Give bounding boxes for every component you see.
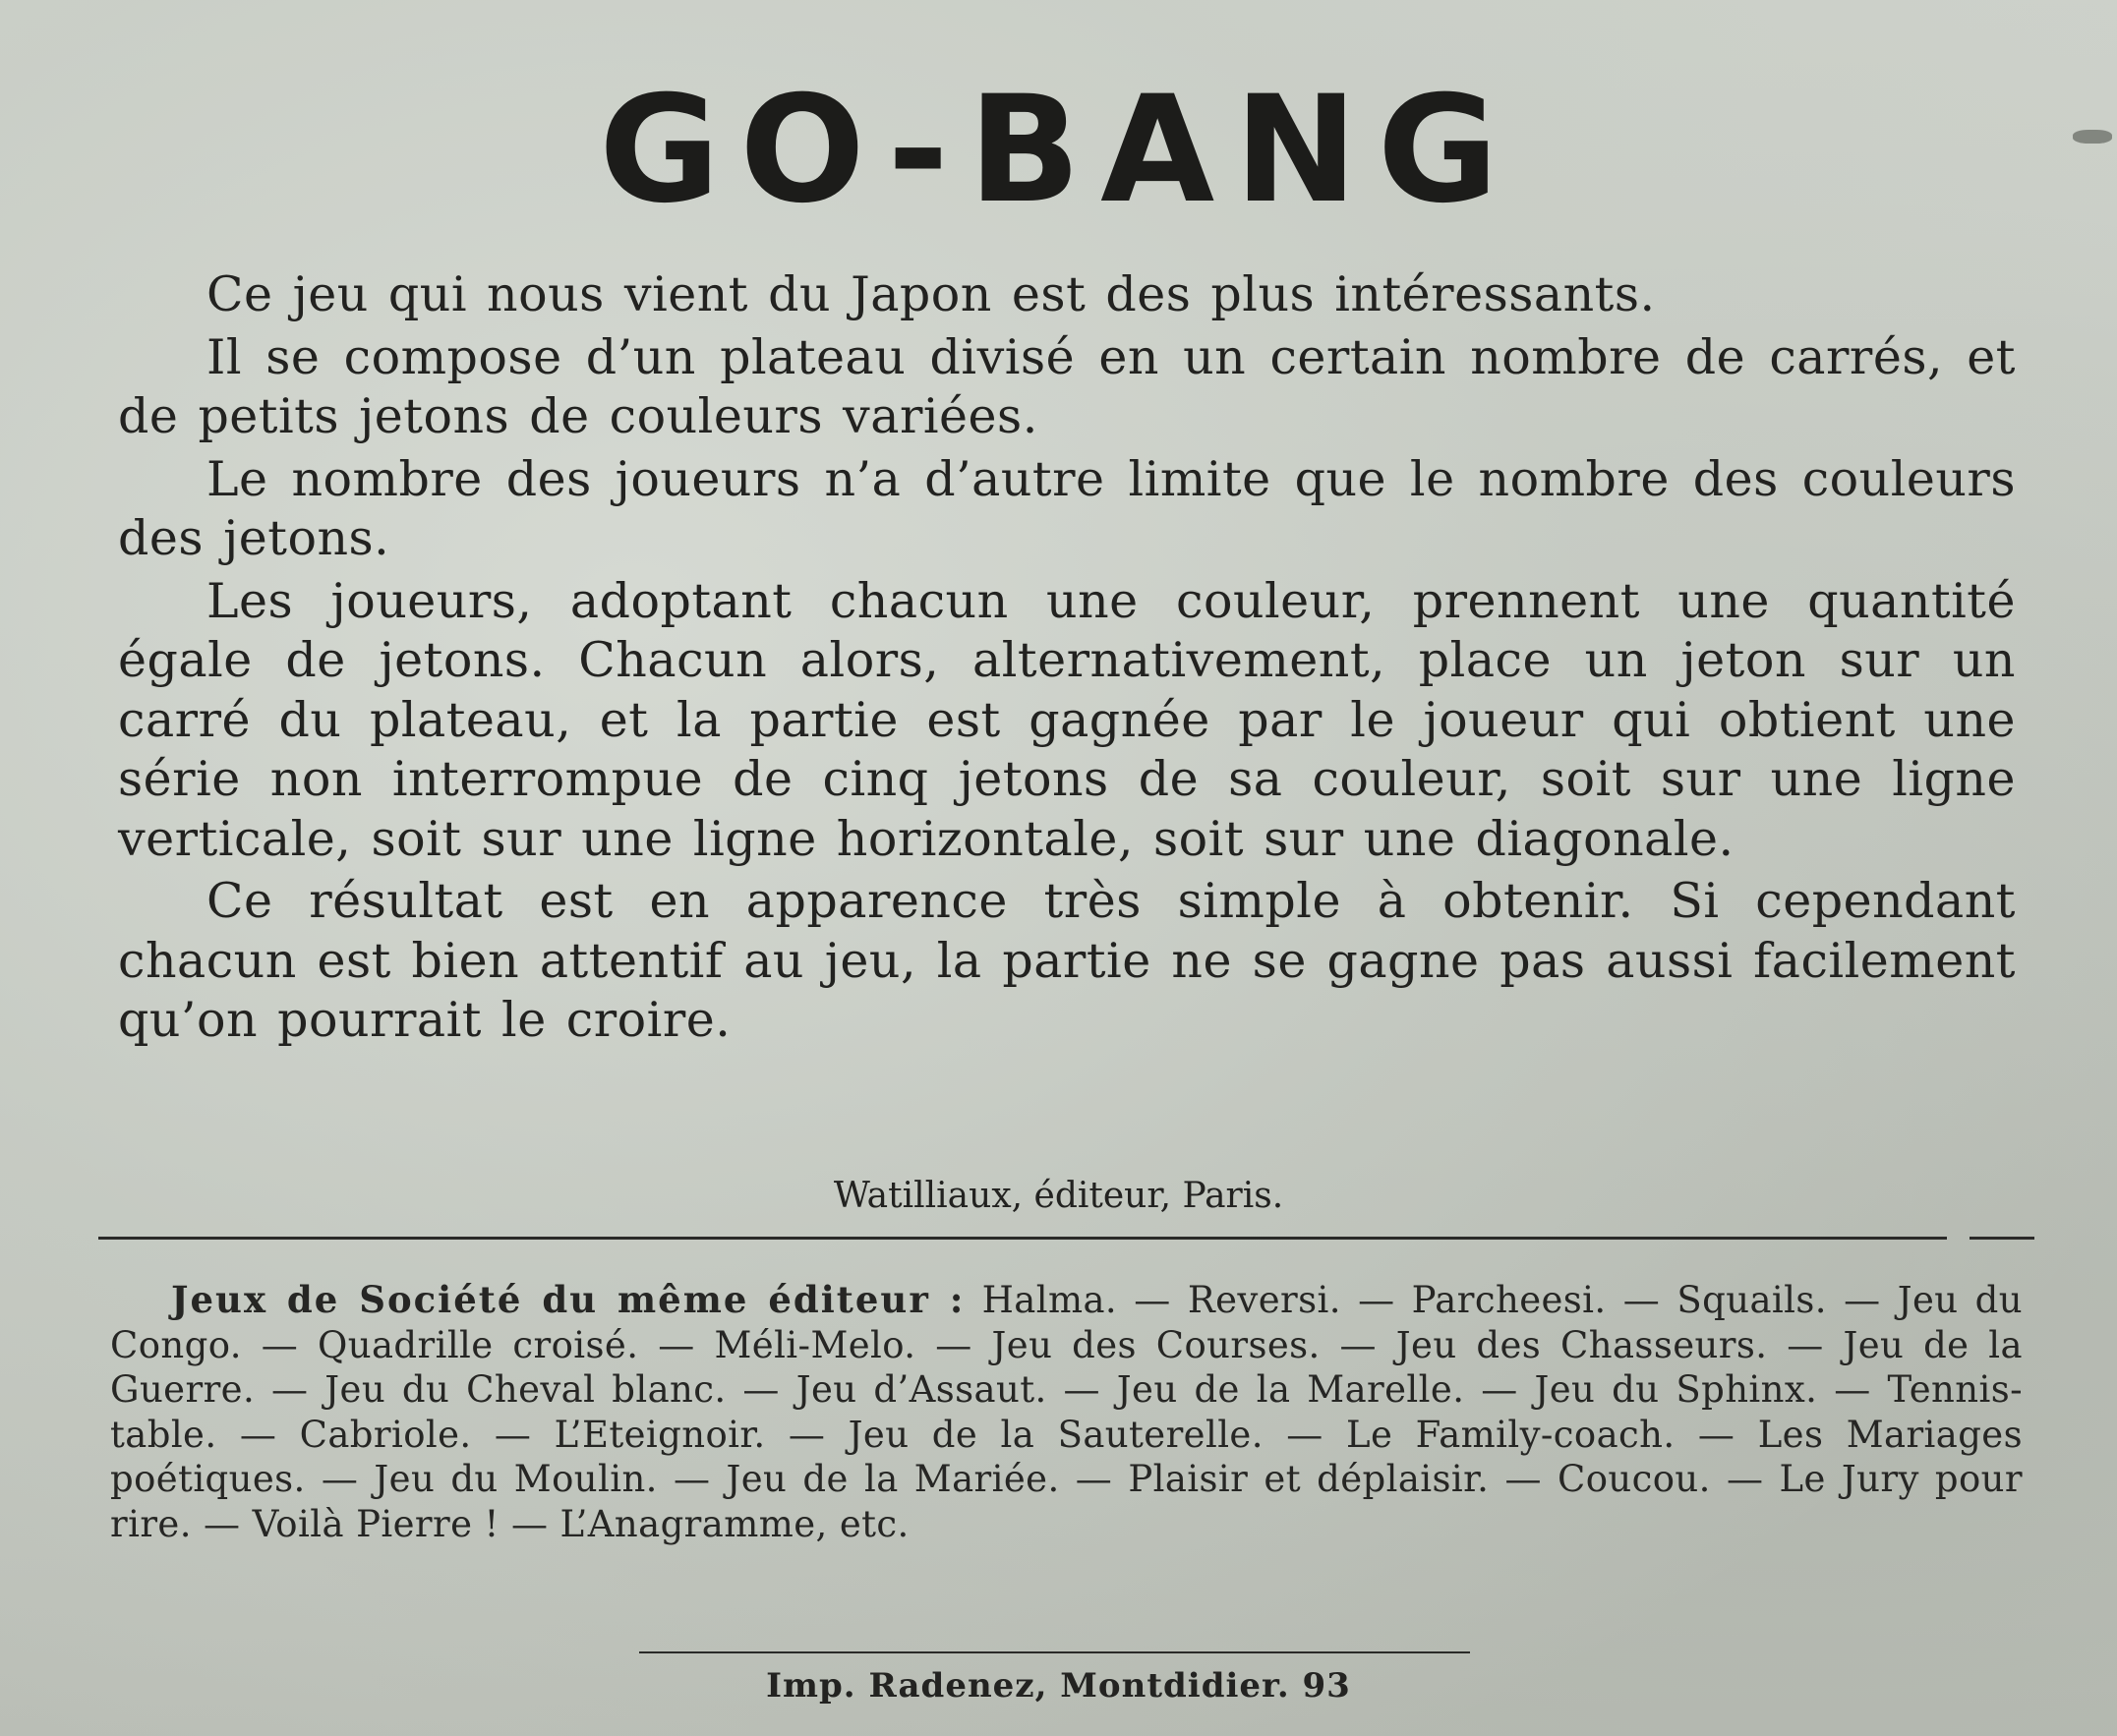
publisher-line: Watilliaux, éditeur, Paris.	[833, 1176, 1284, 1216]
rules-text	[118, 265, 2016, 1054]
catalog-heading: Jeux de Société du même éditeur :	[171, 1278, 966, 1321]
separator-rule-tail	[1970, 1237, 2034, 1240]
paragraph-rules: Les joueurs, adoptant chacun une couleur, prennent une quantité égale de jetons. Chacun alors, alternativement, place un jeton sur un carré du plateau, et la partie est gagnée par le joueur qui obtient une série non interrompue de cinq jetons de sa couleur, soit sur une ligne verticale, soit sur une ligne horizontale, soit sur une diagonale.	[118, 572, 2016, 867]
printer-imprint: Imp. Radenez, Montdidier. 93	[766, 1666, 1351, 1706]
separator-rule	[98, 1237, 1947, 1240]
paragraph-intro: Ce jeu qui nous vient du Japon est des plus intéressants.	[206, 266, 1656, 322]
catalog-items: Halma. — Reversi. — Parcheesi. — Squails. — Jeu du Congo. — Quadrille croisé. — Méli-Melo. — Jeu des Courses. — Jeu des Chasseurs. — Jeu de la Guerre. — Jeu du Cheval blanc. — Jeu d’Assaut. — Jeu de la Marelle. — Jeu du Sphinx. — Tennis-table. — Cabriole. — L’Eteignoir. — Jeu de la Sauterelle. — Le Family-coach. — Les Mariages poétiques. — Jeu du Moulin. — Jeu de la Mariée. — Plaisir et déplaisir. — Coucou. — Le Jury pour rire. — Voilà Pierre ! — L’Anagramme, etc.	[110, 1279, 2023, 1545]
paragraph-equipment: Il se compose d’un plateau divisé en un certain nombre de carrés, et de petits jetons de couleurs variées.	[118, 328, 2016, 444]
paragraph-players: Le nombre des joueurs n’a d’autre limite que le nombre des couleurs des jetons.	[118, 450, 2016, 566]
paragraph-conclusion: Ce résultat est en apparence très simple à obtenir. Si cependant chacun est bien attentif au jeu, la partie ne se gagne pas aussi facilement qu’on pourrait le croire.	[118, 873, 2016, 1048]
paper-mark	[2073, 130, 2112, 144]
page-title: GO-BANG	[599, 65, 1518, 236]
catalog-list	[110, 1278, 2023, 1546]
footer-rule	[639, 1651, 1470, 1653]
